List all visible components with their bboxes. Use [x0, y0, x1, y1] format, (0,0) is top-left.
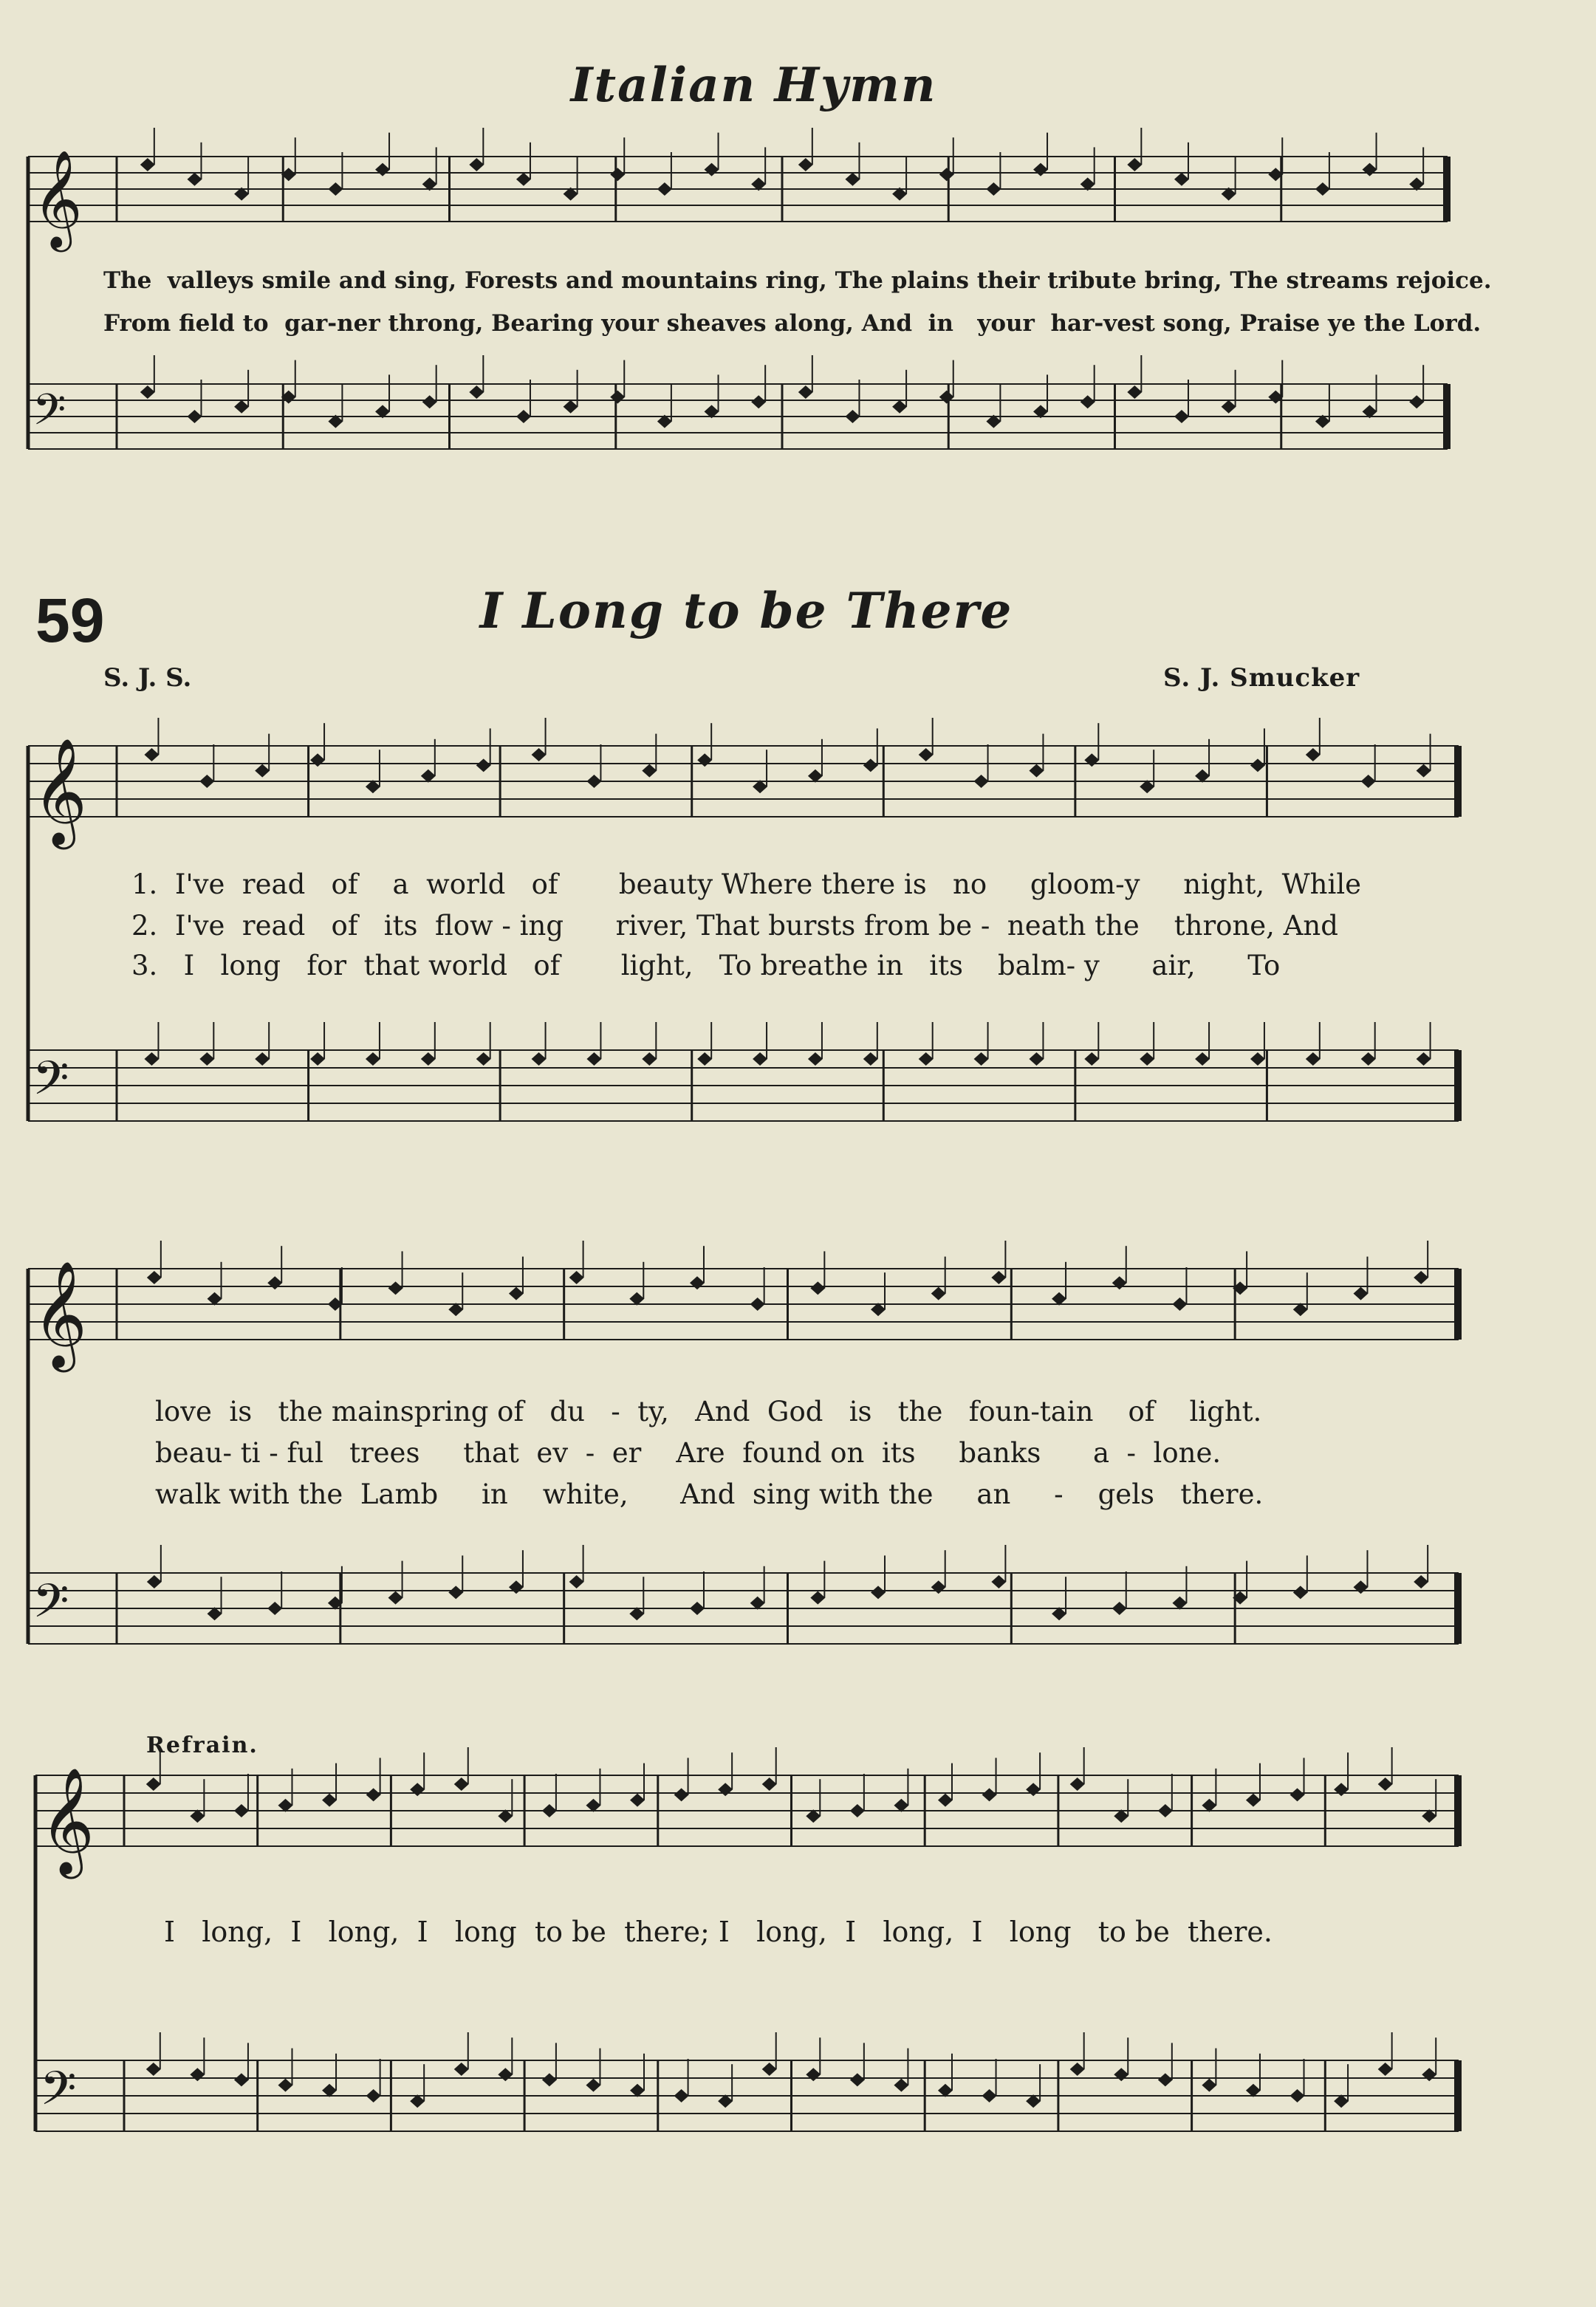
- system-2-verse-2: beau- ti - ful trees that ev - er Are found on its banks a - lone.: [155, 1437, 1222, 1469]
- refrain-system-treble-note: [234, 1804, 249, 1817]
- refrain-system-treble-note: [1158, 1804, 1173, 1817]
- refrain-system-bass-note: [146, 2063, 161, 2076]
- system-2-treble-note: [1172, 1298, 1187, 1311]
- system-1-bass-note: [144, 1052, 159, 1066]
- system-1-verse-1: 1. I've read of a world of beauty Where there is no gloom-y night, While: [131, 868, 1362, 900]
- system-2-bass-note: [448, 1586, 463, 1599]
- system-2-bass-note: [147, 1575, 162, 1588]
- italian-hymn-system-bass-note: [422, 395, 437, 408]
- refrain-system-bass-note: [586, 2079, 600, 2092]
- italian-hymn-system-treble-note: [328, 182, 343, 196]
- system-1-bass-note: [532, 1052, 547, 1066]
- italian-hymn-system-treble-note: [1363, 163, 1377, 176]
- italian-hymn-system-bass-note: [564, 400, 578, 414]
- system-2-treble-note: [991, 1271, 1006, 1284]
- system-2-bass-clef: 𝄢: [32, 1574, 69, 1640]
- system-1-treble-note: [1417, 764, 1431, 778]
- italian-hymn-system-bass-note: [234, 400, 249, 414]
- system-1-bass-note: [199, 1052, 214, 1066]
- refrain-system-bass-note: [1378, 2063, 1393, 2076]
- refrain-system-bass-clef: 𝄢: [40, 2062, 77, 2128]
- system-1-treble-note: [1306, 748, 1321, 761]
- system-1-bass-note: [1029, 1052, 1044, 1066]
- refrain-system-bass-note: [190, 2068, 205, 2081]
- refrain-system-bass-note: [1114, 2068, 1128, 2081]
- italian-hymn-system-bass-note: [1127, 385, 1142, 399]
- system-2-bass-note: [388, 1591, 403, 1605]
- system-2-treble-note: [267, 1276, 282, 1289]
- refrain-system-bass-note: [278, 2079, 292, 2092]
- italian-hymn-system-treble-note: [657, 182, 672, 196]
- system-1-final-bar-bass: [1454, 1050, 1462, 1121]
- system-1-treble-note: [1250, 758, 1265, 772]
- italian-hymn-system-final-bar-bass: [1443, 384, 1451, 449]
- system-2-treble-note: [810, 1281, 825, 1295]
- refrain-label: Refrain.: [146, 1732, 258, 1758]
- italian-hymn-system-treble-note: [986, 182, 1001, 196]
- system-1-treble-note: [144, 748, 159, 761]
- italian-hymn-system-treble-note: [1315, 182, 1330, 196]
- hymn-b-title: I Long to be There: [479, 582, 1013, 640]
- system-1-treble-note: [1084, 753, 1099, 767]
- system-2-bass-note: [931, 1580, 946, 1594]
- system-1-treble-clef: 𝄞: [32, 738, 87, 845]
- refrain-system-final-bar-bass: [1454, 2060, 1462, 2131]
- italian-hymn-system-bass-note: [187, 410, 202, 423]
- system-1-treble-note: [863, 758, 878, 772]
- refrain-system-treble-note: [1378, 1778, 1393, 1791]
- system-1-treble-note: [697, 753, 712, 767]
- system-1-bass-note: [697, 1052, 712, 1066]
- system-1-bass-note: [808, 1052, 823, 1066]
- italian-hymn-system-bass-note: [1174, 410, 1189, 423]
- refrain-system-bass-note: [674, 2089, 689, 2102]
- refrain-lyrics: I long, I long, I long to be there; I long, I long, I long to be there.: [164, 1916, 1273, 1948]
- refrain-system-treble-note: [542, 1804, 557, 1817]
- system-1-bass-note: [1306, 1052, 1321, 1066]
- refrain-system-bass-note: [1158, 2073, 1173, 2086]
- refrain-system-treble-note: [718, 1783, 733, 1796]
- system-2-bass-note: [810, 1591, 825, 1605]
- system-2-bass-note: [569, 1575, 584, 1588]
- italian-hymn-system-treble-clef: 𝄞: [32, 149, 83, 247]
- refrain-system-bass-note: [1290, 2089, 1305, 2102]
- system-2-treble-note: [931, 1287, 946, 1300]
- system-1-bass-note: [974, 1052, 989, 1066]
- system-1-treble-note: [310, 753, 325, 767]
- system-1-bass-note: [1195, 1052, 1210, 1066]
- italian-hymn-system-treble-note: [845, 173, 860, 186]
- system-1-bass-note: [919, 1052, 934, 1066]
- system-1-treble-note: [476, 758, 491, 772]
- system-1-treble-note: [974, 775, 989, 788]
- italian-hymn-system-treble-note: [1033, 163, 1048, 176]
- italian-hymn-system-treble-note: [705, 163, 719, 176]
- system-1-treble-note: [1361, 775, 1376, 788]
- system-2-final-bar-treble: [1454, 1269, 1462, 1340]
- italian-hymn-system-final-bar-treble: [1443, 157, 1451, 222]
- system-1-bass-note: [1417, 1052, 1431, 1066]
- italian-hymn-system-treble-note: [1174, 173, 1189, 186]
- system-1-bass-note: [1250, 1052, 1265, 1066]
- system-1-bass-note: [863, 1052, 878, 1066]
- refrain-system-treble-note: [322, 1794, 337, 1807]
- refrain-system-treble-note: [850, 1804, 865, 1817]
- italian-hymn-system-treble-note: [939, 168, 954, 181]
- italian-hymn-system-bass-note: [751, 395, 766, 408]
- refrain-system-bass-note: [234, 2073, 249, 2086]
- refrain-system-bass-note: [982, 2089, 997, 2102]
- system-2-treble-note: [388, 1281, 403, 1295]
- system-2-bass-note: [690, 1602, 705, 1615]
- italian-hymn-system-bass-note: [1222, 400, 1236, 414]
- refrain-system-bass-note: [762, 2063, 777, 2076]
- system-2-bass-note: [991, 1575, 1006, 1588]
- system-2-bass-note: [509, 1580, 524, 1594]
- italian-hymn-system-bass-note: [845, 410, 860, 423]
- system-2-bass-note: [871, 1586, 886, 1599]
- system-2-verse-1: love is the mainspring of du - ty, And God is the foun-tain of light.: [155, 1396, 1262, 1427]
- refrain-system-bass-note: [1070, 2063, 1085, 2076]
- refrain-system-treble-note: [1246, 1794, 1261, 1807]
- system-2-treble-note: [1112, 1276, 1127, 1289]
- system-1-treble-note: [532, 748, 547, 761]
- system-1-bass-note: [586, 1052, 601, 1066]
- italian-hymn-system-bass-clef: 𝄢: [32, 385, 66, 445]
- refrain-system-bass-note: [894, 2079, 908, 2092]
- words-credit: S. J. S.: [103, 663, 192, 693]
- refrain-system-treble-note: [366, 1788, 381, 1801]
- system-2-treble-note: [690, 1276, 705, 1289]
- system-2-treble-note: [569, 1271, 584, 1284]
- system-1-bass-note: [255, 1052, 270, 1066]
- italian-hymn-system-bass-note: [798, 385, 813, 399]
- system-1-bass-note: [1140, 1052, 1154, 1066]
- system-1-bass-note: [421, 1052, 436, 1066]
- system-2-bass-note: [1112, 1602, 1127, 1615]
- system-1-treble-note: [919, 748, 934, 761]
- system-1-bass-clef: 𝄢: [32, 1052, 69, 1117]
- system-2-treble-clef: 𝄞: [32, 1261, 87, 1368]
- italian-hymn-system-bass-note: [610, 391, 625, 404]
- refrain-system-bass-note: [366, 2089, 381, 2102]
- refrain-system-final-bar-treble: [1454, 1775, 1462, 1846]
- refrain-system-bass-note: [850, 2073, 865, 2086]
- refrain-system-bass-note: [1422, 2068, 1436, 2081]
- system-1-bass-note: [310, 1052, 325, 1066]
- system-1-bass-note: [753, 1052, 767, 1066]
- system-1-verse-3: 3. I long for that world of light, To breathe in its balm- y air, To: [131, 950, 1281, 981]
- refrain-system-treble-note: [630, 1794, 645, 1807]
- system-1-bass-note: [476, 1052, 491, 1066]
- refrain-system-bass-note: [1202, 2079, 1216, 2092]
- refrain-system-treble-note: [1026, 1783, 1041, 1796]
- hymn-a-lyric-line-1: The valleys smile and sing, Forests and mountains ring, The plains their tribute bring, The streams rejoice.: [103, 267, 1492, 294]
- system-1-bass-note: [1361, 1052, 1376, 1066]
- system-1-treble-note: [642, 764, 657, 778]
- system-2-verse-3: walk with the Lamb in white, And sing with the an - gels there.: [155, 1478, 1264, 1510]
- hymn-a-lyric-line-2: From field to gar-ner throng, Bearing your sheaves along, And in your har-vest song, Praise ye the Lord.: [103, 310, 1482, 337]
- system-1-treble-note: [1029, 764, 1044, 778]
- refrain-system-treble-clef: 𝄞: [40, 1767, 95, 1874]
- refrain-system-bass-note: [498, 2068, 513, 2081]
- refrain-system-treble-note: [1070, 1778, 1085, 1791]
- refrain-system-treble-note: [454, 1778, 469, 1791]
- system-1-treble-note: [199, 775, 214, 788]
- system-2-bass-note: [267, 1602, 282, 1615]
- hymn-number: 59: [35, 586, 105, 655]
- refrain-system-treble-note: [1290, 1788, 1305, 1801]
- system-2-bass-note: [1353, 1580, 1368, 1594]
- refrain-system-bass-note: [542, 2073, 557, 2086]
- system-2-treble-note: [1353, 1287, 1368, 1300]
- system-2-treble-note: [750, 1298, 765, 1311]
- hymn-a-title: Italian Hymn: [570, 58, 937, 113]
- italian-hymn-system-treble-note: [610, 168, 625, 181]
- italian-hymn-system-bass-note: [1409, 395, 1424, 408]
- refrain-system-treble-note: [1334, 1783, 1349, 1796]
- refrain-system-treble-note: [762, 1778, 777, 1791]
- system-2-final-bar-bass: [1454, 1573, 1462, 1644]
- italian-hymn-system-treble-note: [516, 173, 531, 186]
- system-1-verse-2: 2. I've read of its flow - ing river, That bursts from be - neath the throne, And: [131, 910, 1338, 942]
- italian-hymn-system-treble-note: [469, 158, 484, 171]
- refrain-system-treble-note: [410, 1783, 425, 1796]
- system-2-treble-note: [147, 1271, 162, 1284]
- refrain-system-bass-note: [454, 2063, 469, 2076]
- italian-hymn-system-bass-note: [516, 410, 531, 423]
- system-1-bass-note: [366, 1052, 380, 1066]
- system-1-final-bar-treble: [1454, 746, 1462, 817]
- refrain-system-treble-note: [674, 1788, 689, 1801]
- system-2-treble-note: [1414, 1271, 1428, 1284]
- italian-hymn-system-treble-note: [187, 173, 202, 186]
- italian-hymn-system-bass-note: [939, 391, 954, 404]
- italian-hymn-system-bass-note: [469, 385, 484, 399]
- system-1-treble-note: [255, 764, 270, 778]
- italian-hymn-system-bass-note: [892, 400, 907, 414]
- system-1-bass-note: [1084, 1052, 1099, 1066]
- refrain-system-treble-note: [938, 1794, 953, 1807]
- italian-hymn-system-treble-note: [798, 158, 813, 171]
- italian-hymn-system-bass-note: [1080, 395, 1095, 408]
- refrain-system-treble-note: [146, 1778, 161, 1791]
- italian-hymn-system-treble-note: [375, 163, 390, 176]
- italian-hymn-system-treble-note: [140, 158, 155, 171]
- system-1-treble-note: [586, 775, 601, 788]
- system-1-bass-note: [642, 1052, 657, 1066]
- italian-hymn-system-bass-note: [140, 385, 155, 399]
- system-2-bass-note: [1293, 1586, 1308, 1599]
- system-2-bass-note: [1414, 1575, 1428, 1588]
- italian-hymn-system-treble-note: [1127, 158, 1142, 171]
- system-2-treble-note: [509, 1287, 524, 1300]
- refrain-system-bass-note: [806, 2068, 821, 2081]
- refrain-system-treble-note: [982, 1788, 997, 1801]
- music-credit: S. J. Smucker: [1163, 663, 1360, 693]
